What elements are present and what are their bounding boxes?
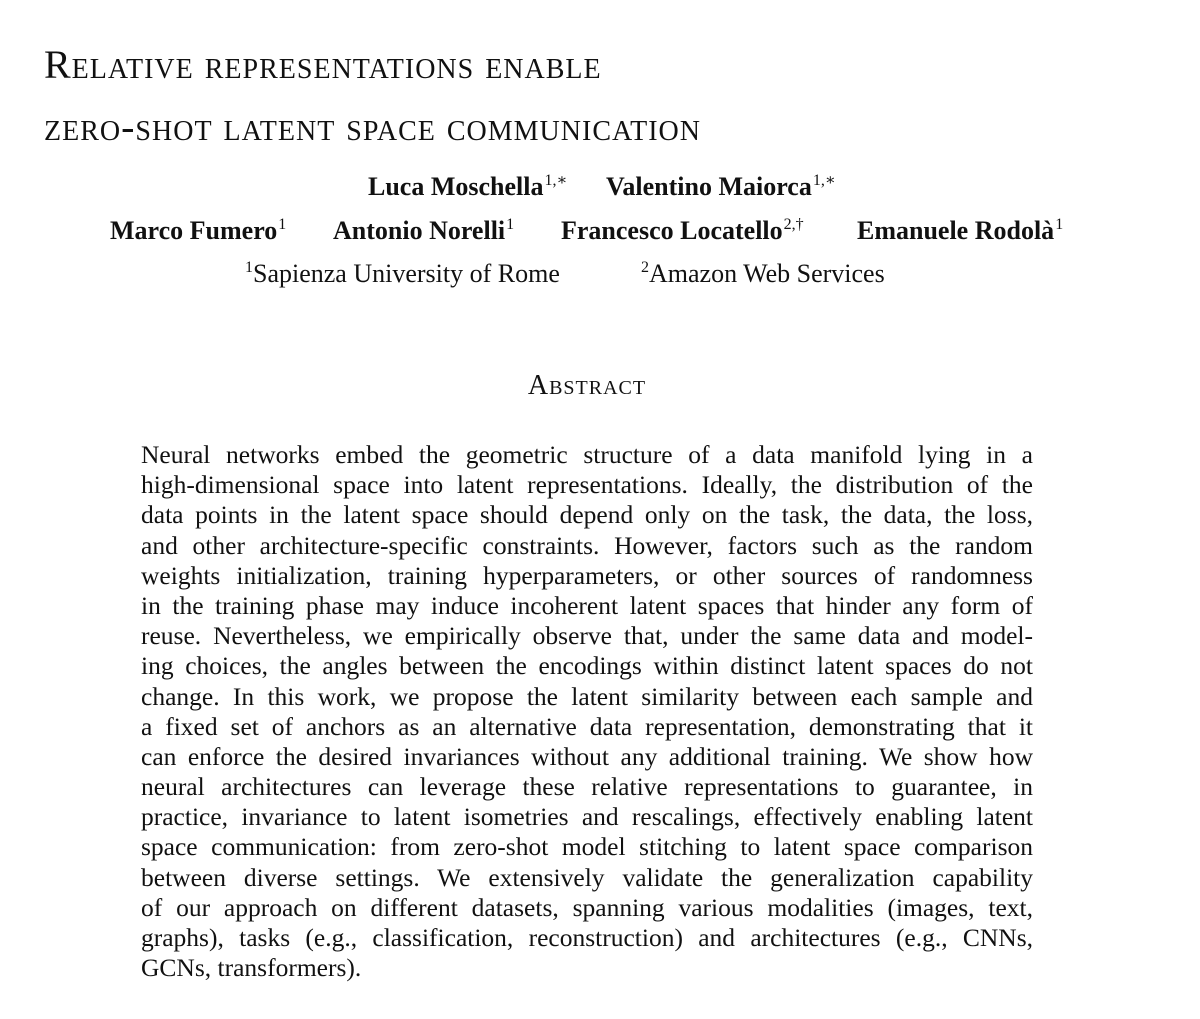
paper-title xyxy=(44,34,1144,158)
author-emanuele-rodola xyxy=(857,216,1063,246)
authors-row-2 xyxy=(0,216,1200,250)
title-line-2: zero-shot latent space communication xyxy=(44,104,701,149)
author-antonio-norelli xyxy=(333,216,514,246)
abstract-line: and other architecture-specific constraints. However, factors such as the random xyxy=(141,530,1033,560)
abstract-line: high-dimensional space into latent representations. Ideally, the distribution of the xyxy=(141,470,1033,500)
abstract-line: change. In this work, we propose the latent similarity between each sample and xyxy=(141,681,1033,711)
abstract-line: space communication: from zero-shot model stitching to latent space comparison xyxy=(141,832,1033,862)
abstract-line: ing choices, the angles between the encodings within distinct latent spaces do not xyxy=(141,651,1033,681)
abstract-line: in the training phase may induce incoherent latent spaces that hinder any form of xyxy=(141,590,1033,620)
author-affiliation-mark: 1 xyxy=(1055,216,1064,233)
abstract-line: data points in the latent space should depend only on the task, the data, the loss, xyxy=(141,500,1033,530)
abstract-line: GCNs, transformers). xyxy=(141,953,362,983)
author-affiliation-mark: 2,† xyxy=(783,216,804,233)
author-name: Francesco Locatello xyxy=(561,216,783,245)
title-line-1: Relative representations enable xyxy=(44,42,602,87)
abstract-line: neural architectures can leverage these relative representations to guarantee, in xyxy=(141,772,1033,802)
author-affiliation-mark: 1 xyxy=(506,216,515,233)
author-name: Emanuele Rodolà xyxy=(857,216,1055,245)
author-name: Antonio Norelli xyxy=(333,216,506,245)
author-affiliation-mark: 1,∗ xyxy=(812,172,836,189)
abstract-line: between diverse settings. We extensively validate the generalization capability xyxy=(141,862,1033,892)
abstract-line: practice, invariance to latent isometries and rescalings, effectively enabling latent xyxy=(141,802,1033,832)
affiliation-amazon xyxy=(640,259,885,289)
author-name: Luca Moschella xyxy=(368,172,544,201)
abstract-line: can enforce the desired invariances without any additional training. We show how xyxy=(141,741,1033,771)
affiliation-mark: 1 xyxy=(245,259,253,276)
author-marco-fumero xyxy=(110,216,286,246)
abstract-body xyxy=(141,440,1033,983)
abstract-line: of our approach on different datasets, spanning various modalities (images, text, xyxy=(141,892,1033,922)
affiliation-name: Sapienza University of Rome xyxy=(253,259,560,288)
authors-row-1 xyxy=(0,172,1200,206)
abstract-line: weights initialization, training hyperparameters, or other sources of randomness xyxy=(141,560,1033,590)
abstract-line: graphs), tasks (e.g., classification, reconstruction) and architectures (e.g., CNNs, xyxy=(141,923,1033,952)
affiliation-mark: 2 xyxy=(641,259,649,276)
author-name: Marco Fumero xyxy=(110,216,278,245)
author-affiliation-mark: 1 xyxy=(278,216,287,233)
author-luca-moschella xyxy=(368,172,567,202)
author-name: Valentino Maiorca xyxy=(606,172,812,201)
abstract-line: a fixed set of anchors as an alternative data representation, demonstrating that it xyxy=(141,711,1033,741)
author-francesco-locatello xyxy=(561,216,804,246)
author-affiliation-mark: 1,∗ xyxy=(544,172,568,189)
author-valentino-maiorca xyxy=(606,172,836,202)
abstract-line: Neural networks embed the geometric structure of a data manifold lying in a xyxy=(141,440,1033,469)
abstract-line: reuse. Nevertheless, we empirically observe that, under the same data and model- xyxy=(141,621,1033,651)
affiliation-sapienza xyxy=(244,259,560,289)
affiliation-name: Amazon Web Services xyxy=(649,259,885,288)
abstract-heading: Abstract xyxy=(527,370,647,401)
